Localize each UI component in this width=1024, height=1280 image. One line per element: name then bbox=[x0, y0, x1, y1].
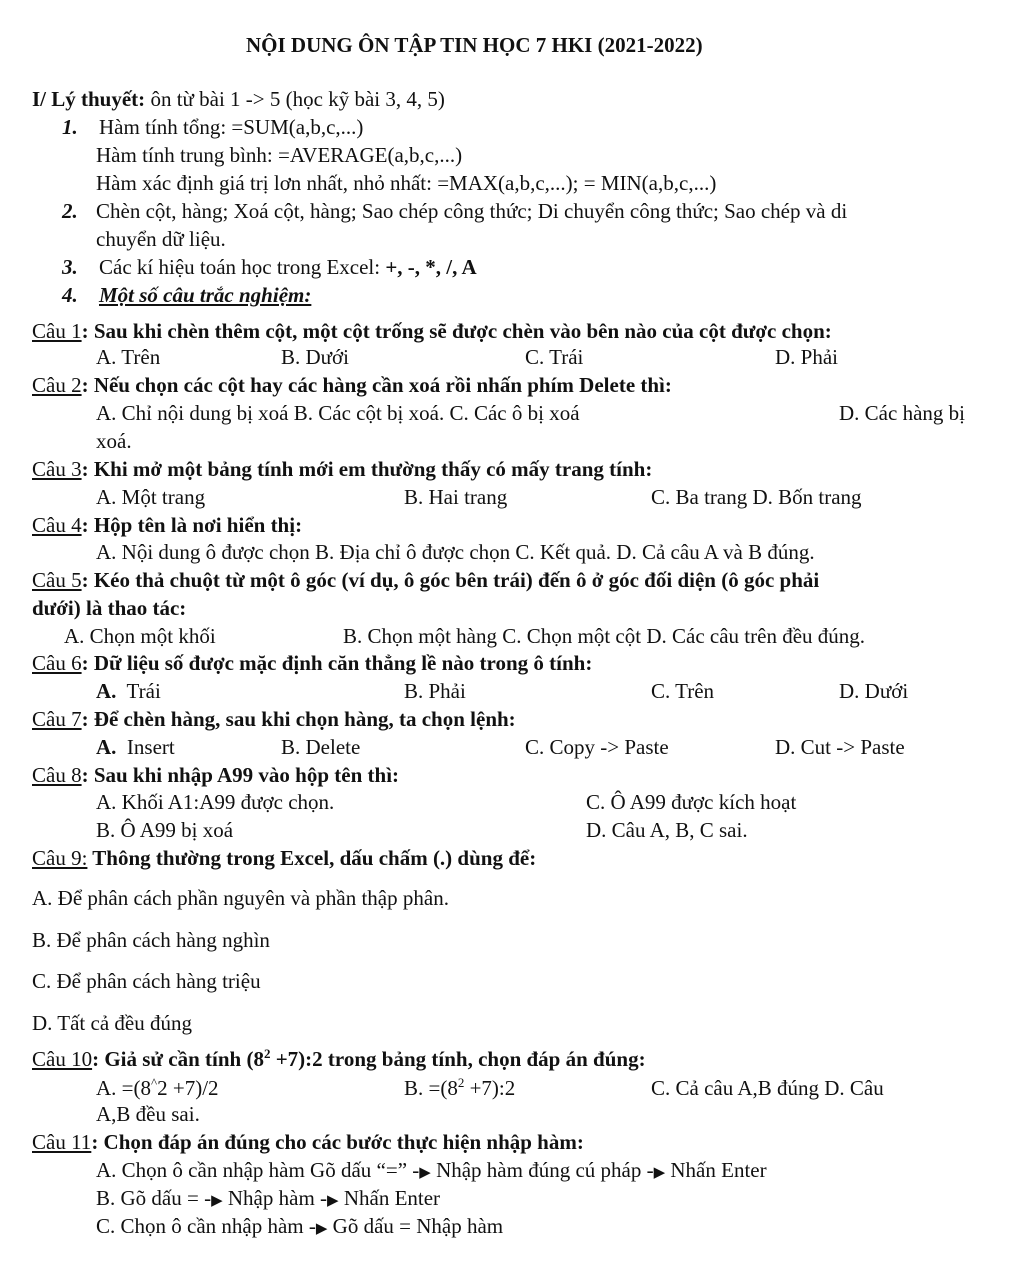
question-5-label: Câu 5 bbox=[32, 568, 82, 592]
question-3-label: Câu 3 bbox=[32, 457, 82, 481]
q9-option-a: A. Để phân cách phần nguyên và phần thập phân. bbox=[32, 886, 449, 910]
question-7 bbox=[32, 706, 516, 732]
q11-option-b-part-2: Nhập hàm - bbox=[222, 1186, 328, 1210]
q10-option-a-start: A. =(8 bbox=[96, 1076, 152, 1100]
question-10 bbox=[32, 1046, 646, 1072]
q10-option-b-exponent: 2 bbox=[457, 1075, 465, 1090]
question-6-label: Câu 6 bbox=[32, 651, 82, 675]
question-4 bbox=[32, 512, 302, 538]
question-5-continued: dưới) là thao tác: bbox=[32, 596, 187, 620]
q7-option-a-text: Insert bbox=[126, 735, 175, 759]
arrow-right-icon: ▶ bbox=[315, 1221, 328, 1237]
q5-option-a: A. Chọn một khối bbox=[64, 624, 216, 648]
q11-option-a-part-1: A. Chọn ô cần nhập hàm Gõ dấu “=” - bbox=[96, 1158, 420, 1182]
question-5 bbox=[32, 567, 819, 593]
q8-option-d: D. Câu A, B, C sai. bbox=[586, 818, 748, 842]
average-function-line: Hàm tính trung bình: =AVERAGE(a,b,c,...) bbox=[96, 143, 463, 167]
page-title: NỘI DUNG ÔN TẬP TIN HỌC 7 HKI (2021-2022) bbox=[246, 33, 703, 57]
question-11-text: : Chọn đáp án đúng cho các bước thực hiện nhập hàm: bbox=[91, 1130, 584, 1154]
item-1-number: 1. bbox=[62, 115, 78, 139]
question-2-text: : Nếu chọn các cột hay các hàng cần xoá rồi nhấn phím Delete thì: bbox=[81, 373, 672, 397]
q6-option-a-text: Trái bbox=[126, 679, 161, 703]
max-min-function-line: Hàm xác định giá trị lơn nhất, nhỏ nhất: =MAX(a,b,c,...); = MIN(a,b,c,...) bbox=[96, 171, 717, 195]
q7-option-a-letter: A. bbox=[96, 735, 117, 759]
question-3-text: : Khi mở một bảng tính mới em thường thấy có mấy trang tính: bbox=[81, 457, 653, 481]
q6-option-b: B. Phải bbox=[404, 679, 466, 703]
q6-option-a bbox=[96, 678, 161, 704]
q4-options: A. Nội dung ô được chọn B. Địa chỉ ô được chọn C. Kết quả. D. Cả câu A và B đúng. bbox=[96, 540, 815, 564]
question-6 bbox=[32, 650, 592, 676]
q7-option-d: D. Cut -> Paste bbox=[775, 735, 905, 759]
question-9-text: Thông thường trong Excel, dấu chấm (.) dùng để: bbox=[87, 846, 537, 870]
q9-option-c: C. Để phân cách hàng triệu bbox=[32, 969, 261, 993]
q2-option-d: D. Các hàng bị bbox=[839, 401, 965, 425]
q11-option-a bbox=[96, 1157, 767, 1186]
q6-option-c: C. Trên bbox=[651, 679, 715, 703]
q2-options-abc: A. Chỉ nội dung bị xoá B. Các cột bị xoá. C. Các ô bị xoá bbox=[96, 401, 580, 425]
question-8-label: Câu 8 bbox=[32, 763, 82, 787]
question-11-label: Câu 11 bbox=[32, 1130, 92, 1154]
q10-options-cd: C. Cả câu A,B đúng D. Câu bbox=[651, 1076, 884, 1100]
q3-option-a: A. Một trang bbox=[96, 485, 206, 509]
item-3-text: Các kí hiệu toán học trong Excel: bbox=[99, 255, 381, 279]
q2-option-d-continued: xoá. bbox=[96, 429, 132, 453]
q11-option-b bbox=[96, 1185, 440, 1214]
q6-option-a-letter: A. bbox=[96, 679, 117, 703]
question-3 bbox=[32, 456, 652, 482]
question-11 bbox=[32, 1129, 584, 1155]
theory-heading-line bbox=[32, 86, 445, 112]
arrow-right-icon: ▶ bbox=[419, 1165, 431, 1181]
question-8-text: : Sau khi nhập A99 vào hộp tên thì: bbox=[81, 763, 400, 787]
question-7-text: : Để chèn hàng, sau khi chọn hàng, ta chọn lệnh: bbox=[81, 707, 516, 731]
q8-option-c: C. Ô A99 được kích hoạt bbox=[586, 790, 797, 814]
arrow-right-icon: ▶ bbox=[327, 1193, 339, 1209]
q3-option-b: B. Hai trang bbox=[404, 485, 508, 509]
q11-option-c bbox=[96, 1213, 503, 1242]
q1-option-a: A. Trên bbox=[96, 345, 161, 369]
quiz-heading: Một số câu trắc nghiệm: bbox=[99, 283, 312, 307]
question-2-label: Câu 2 bbox=[32, 373, 82, 397]
question-4-label: Câu 4 bbox=[32, 513, 82, 537]
q9-option-d: D. Tất cả đều đúng bbox=[32, 1011, 192, 1035]
q7-option-c: C. Copy -> Paste bbox=[525, 735, 669, 759]
question-8 bbox=[32, 762, 399, 788]
question-4-text: : Hộp tên là nơi hiển thị: bbox=[81, 513, 303, 537]
q8-option-a: A. Khối A1:A99 được chọn. bbox=[96, 790, 335, 814]
question-9 bbox=[32, 845, 536, 871]
q10-option-a bbox=[96, 1075, 219, 1101]
question-1-text: : Sau khi chèn thêm cột, một cột trống sẽ được chèn vào bên nào của cột được chọn: bbox=[81, 319, 832, 343]
item-2-line-2: chuyển dữ liệu. bbox=[96, 227, 226, 251]
q10-option-b-end: +7):2 bbox=[464, 1076, 516, 1100]
q10-option-b-start: B. =(8 bbox=[404, 1076, 458, 1100]
question-1 bbox=[32, 318, 832, 344]
sum-function-line: Hàm tính tổng: =SUM(a,b,c,...) bbox=[99, 115, 364, 139]
q9-option-b: B. Để phân cách hàng nghìn bbox=[32, 928, 270, 952]
q10-option-b bbox=[404, 1075, 515, 1101]
question-2 bbox=[32, 372, 672, 398]
q5-options-bcd: B. Chọn một hàng C. Chọn một cột D. Các câu trên đều đúng. bbox=[343, 624, 866, 648]
question-6-text: : Dữ liệu số được mặc định căn thẳng lề nào trong ô tính: bbox=[81, 651, 593, 675]
q11-option-b-part-3: Nhấn Enter bbox=[338, 1186, 441, 1210]
q3-options-cd: C. Ba trang D. Bốn trang bbox=[651, 485, 862, 509]
theory-intro: ôn từ bài 1 -> 5 (học kỹ bài 3, 4, 5) bbox=[150, 87, 445, 111]
q1-option-b: B. Dưới bbox=[281, 345, 349, 369]
q1-option-c: C. Trái bbox=[525, 345, 584, 369]
q11-option-b-part-1: B. Gõ dấu = - bbox=[96, 1186, 212, 1210]
question-5-text: : Kéo thả chuột từ một ô góc (ví dụ, ô góc bên trái) đến ô ở góc đối diện (ô góc phải bbox=[81, 568, 820, 592]
q7-option-b: B. Delete bbox=[281, 735, 361, 759]
q11-option-a-part-2: Nhập hàm đúng cú pháp - bbox=[430, 1158, 654, 1182]
item-4-number: 4. bbox=[62, 283, 78, 307]
q10-option-d-continued: A,B đều sai. bbox=[96, 1102, 200, 1126]
question-10-label: Câu 10 bbox=[32, 1047, 93, 1071]
question-10-text-start: : Giả sử cần tính (8 bbox=[92, 1047, 264, 1071]
q7-option-a bbox=[96, 734, 175, 760]
q11-option-c-part-1: C. Chọn ô cần nhập hàm - bbox=[96, 1214, 316, 1238]
question-10-text-end: +7):2 trong bảng tính, chọn đáp án đúng: bbox=[270, 1047, 646, 1071]
item-3-line bbox=[99, 254, 477, 280]
theory-heading: I/ Lý thuyết: bbox=[32, 87, 146, 111]
question-9-label: Câu 9: bbox=[32, 846, 88, 870]
q11-option-c-part-2: Gõ dấu = Nhập hàm bbox=[327, 1214, 504, 1238]
item-3-number: 3. bbox=[62, 255, 78, 279]
arrow-right-icon: ▶ bbox=[211, 1193, 223, 1209]
q10-option-a-end: 2 +7)/2 bbox=[157, 1076, 219, 1100]
arrow-right-icon: ▶ bbox=[653, 1165, 666, 1181]
q1-option-d: D. Phải bbox=[775, 345, 838, 369]
q6-option-d: D. Dưới bbox=[839, 679, 909, 703]
question-1-label: Câu 1 bbox=[32, 319, 82, 343]
math-symbols: +, -, *, /, A bbox=[385, 255, 477, 279]
q11-option-a-part-3: Nhấn Enter bbox=[665, 1158, 767, 1182]
question-7-label: Câu 7 bbox=[32, 707, 82, 731]
item-2-line-1: Chèn cột, hàng; Xoá cột, hàng; Sao chép công thức; Di chuyển công thức; Sao chép và di bbox=[96, 199, 848, 223]
q10-option-a-caret: ^ bbox=[151, 1075, 158, 1090]
question-10-exponent: 2 bbox=[263, 1046, 271, 1061]
q8-option-b: B. Ô A99 bị xoá bbox=[96, 818, 234, 842]
item-2-number: 2. bbox=[62, 199, 78, 223]
